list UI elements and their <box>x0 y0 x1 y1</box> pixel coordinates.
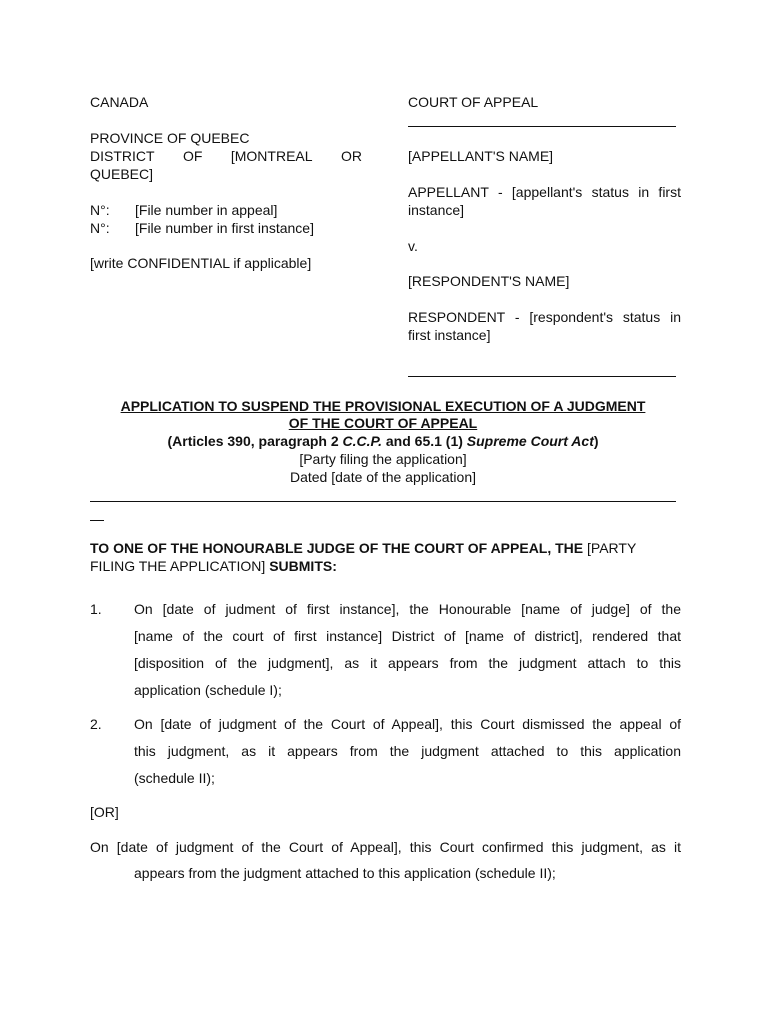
paragraph-line: On [date of judgment of the Court of Appeal], this Court dismissed the appeal of <box>134 716 681 732</box>
document-title-line-2: OF THE COURT OF APPEAL <box>288 415 478 431</box>
court-label: COURT OF APPEAL <box>408 94 539 110</box>
paragraph-line: application (schedule I); <box>134 682 282 698</box>
confidential-note: [write CONFIDENTIAL if applicable] <box>90 255 312 271</box>
file-number-label: N°: <box>90 202 110 218</box>
filing-party: [Party filing the application] <box>299 451 467 467</box>
district-line-2: QUEBEC] <box>90 166 154 182</box>
country-label: CANADA <box>90 94 149 110</box>
separator-line <box>90 501 676 502</box>
address-bold: TO ONE OF THE HONOURABLE JUDGE OF THE COURT OF APPEAL, THE <box>90 540 584 556</box>
articles-act: Supreme Court Act <box>466 433 594 449</box>
paragraph-number: 1. <box>90 601 102 617</box>
district-word: OF <box>182 148 203 164</box>
alternative-line-1: On [date of judgment of the Court of Appeal], this Court confirmed this judgment, as it <box>90 839 681 855</box>
address-normal: [PARTY <box>583 540 637 556</box>
versus-label: v. <box>408 238 418 254</box>
respondent-status-line-2: first instance] <box>408 327 491 343</box>
district-word: OR <box>340 148 362 164</box>
articles-ccp: C.C.P. <box>342 433 382 449</box>
paragraph-number: 2. <box>90 716 102 732</box>
articles-pre: (Articles 390, paragraph 2 <box>167 433 343 449</box>
province-label: PROVINCE OF QUEBEC <box>90 130 250 146</box>
paragraph-line: [disposition of the judgment], as it appears from the judgment attach to this <box>134 655 681 671</box>
district-word: DISTRICT <box>90 148 155 164</box>
submits-label: SUBMITS: <box>269 558 337 574</box>
district-line <box>90 147 362 165</box>
file-number-appeal: [File number in appeal] <box>135 202 278 218</box>
address-line-1 <box>90 539 680 557</box>
address-line-2-normal: FILING THE APPLICATION] <box>90 558 270 574</box>
articles-mid: and 65.1 (1) <box>381 433 467 449</box>
paragraph-line: On [date of judment of first instance], the Honourable [name of judge] of the <box>134 601 681 617</box>
articles-reference <box>90 432 676 450</box>
alternative-line-2: appears from the judgment attached to this application (schedule II); <box>134 865 556 881</box>
divider-line <box>408 376 676 377</box>
articles-post: ) <box>593 433 599 449</box>
appellant-name: [APPELLANT'S NAME] <box>408 148 554 164</box>
appellant-status-line: APPELLANT - [appellant's status in first <box>408 184 681 200</box>
district-word: [MONTREAL <box>230 148 313 164</box>
application-date: Dated [date of the application] <box>289 469 477 485</box>
respondent-name: [RESPONDENT'S NAME] <box>408 273 570 289</box>
divider-line <box>408 126 676 127</box>
document-title-line-1: APPLICATION TO SUSPEND THE PROVISIONAL EXECUTION OF A JUDGMENT <box>120 398 646 414</box>
file-number-label: N°: <box>90 220 110 236</box>
paragraph-line: (schedule II); <box>134 770 215 786</box>
appellant-status-line-2: instance] <box>408 202 465 218</box>
separator-line-tail <box>90 520 104 521</box>
paragraph-line: this judgment, as it appears from the judgment attached to this application <box>134 743 681 759</box>
file-number-first-instance: [File number in first instance] <box>135 220 314 236</box>
address-line-2 <box>90 557 337 575</box>
paragraph-line: [name of the court of first instance] District of [name of district], rendered that <box>134 628 681 644</box>
respondent-status-line: RESPONDENT - [respondent's status in <box>408 309 681 325</box>
or-marker: [OR] <box>90 804 119 820</box>
